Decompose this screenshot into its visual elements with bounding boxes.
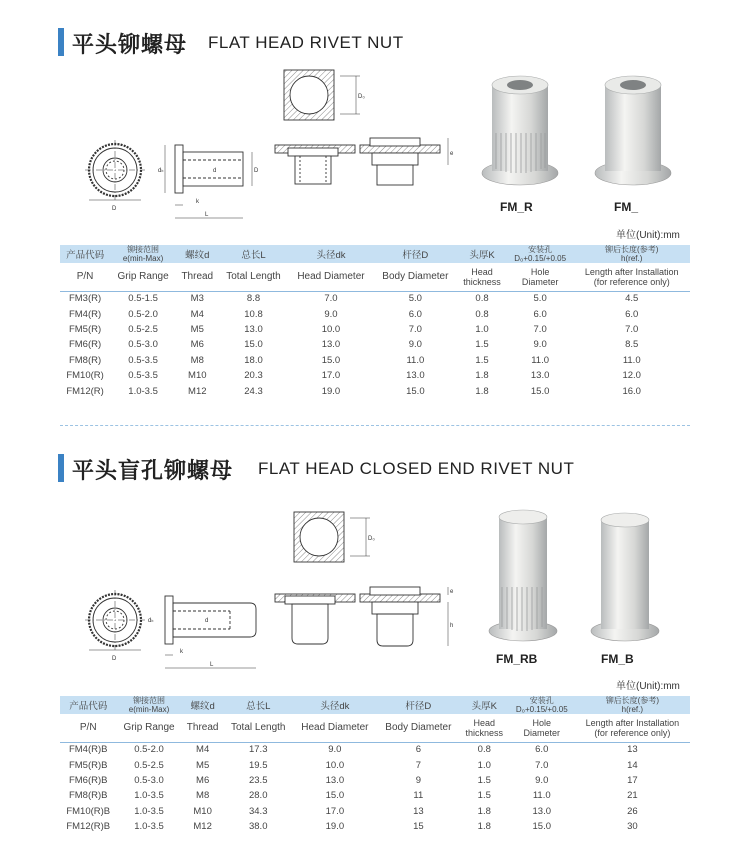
header-cell: Grip Range bbox=[116, 714, 181, 742]
header-cell: 总长L bbox=[224, 696, 293, 714]
table-cell: 9.0 bbox=[328, 744, 342, 756]
header-cell: 安装孔 D₀+0.15/+0.05 bbox=[509, 696, 575, 714]
table-cell: 1.8 bbox=[475, 370, 489, 382]
table-row bbox=[60, 368, 690, 383]
table-cell: FM5(R)B bbox=[68, 759, 108, 771]
table-cell: 1.0-3.5 bbox=[134, 805, 164, 817]
table-cell: 17.3 bbox=[248, 744, 268, 756]
table-row bbox=[60, 757, 690, 772]
table-row bbox=[60, 773, 690, 788]
table-row bbox=[60, 353, 690, 368]
header-cell: Length after Installation (for reference only) bbox=[575, 714, 690, 742]
svg-text:k: k bbox=[180, 649, 183, 655]
table-cell: 1.0-3.5 bbox=[134, 790, 164, 802]
table-cell: 19.0 bbox=[321, 385, 341, 397]
table-cell: 13 bbox=[413, 805, 424, 817]
table-cell: M4 bbox=[196, 744, 210, 756]
table-cell: M6 bbox=[196, 774, 210, 786]
spec-table bbox=[60, 245, 690, 399]
section-title-cn: 平头铆螺母 bbox=[72, 33, 188, 58]
table-cell: 7.0 bbox=[533, 323, 547, 335]
table-cell: 13.0 bbox=[532, 805, 551, 817]
side-view bbox=[148, 596, 256, 668]
photo-label-fm-r: FM_R bbox=[500, 200, 533, 214]
spec-table bbox=[60, 696, 690, 834]
header-cell: Thread bbox=[176, 263, 219, 291]
table-cell: 13.0 bbox=[244, 323, 263, 335]
svg-text:e: e bbox=[450, 589, 454, 595]
table-cell: 7.0 bbox=[408, 323, 422, 335]
photo-label-fm: FM_ bbox=[614, 200, 638, 214]
table-row bbox=[60, 788, 690, 803]
table-cell: 6.0 bbox=[533, 308, 547, 320]
table-cell: 17.0 bbox=[321, 370, 341, 382]
table-cell: 10.8 bbox=[244, 308, 263, 320]
table-cell: 0.5-3.5 bbox=[128, 370, 158, 382]
table-cell: 0.5-2.0 bbox=[134, 744, 164, 756]
table-cell: 11.0 bbox=[532, 790, 551, 802]
table-cell: 34.3 bbox=[248, 805, 268, 817]
table-cell: 1.8 bbox=[477, 805, 491, 817]
table-cell: 4.5 bbox=[625, 293, 639, 305]
table-cell: 15.0 bbox=[325, 790, 345, 802]
table-cell: 13.0 bbox=[321, 339, 341, 351]
table-cell: 7.0 bbox=[324, 293, 338, 305]
table-row bbox=[60, 383, 690, 398]
table-cell: 18.0 bbox=[244, 354, 263, 366]
header-cell: 头径dk bbox=[293, 696, 377, 714]
table-cell: FM3(R) bbox=[68, 293, 102, 305]
table-cell: 23.5 bbox=[248, 774, 268, 786]
table-cell: M10 bbox=[193, 805, 212, 817]
table-cell: M5 bbox=[190, 323, 204, 335]
table-cell: 19.5 bbox=[248, 759, 268, 771]
table-cell: 0.5-3.0 bbox=[134, 774, 164, 786]
mounting-hole-detail bbox=[294, 512, 375, 562]
header-cell: Length after Installation (for reference only) bbox=[573, 263, 690, 291]
table-cell: 20.3 bbox=[244, 370, 263, 382]
table-row bbox=[60, 337, 690, 352]
table-cell: 10.0 bbox=[325, 759, 345, 771]
table-cell: FM6(R) bbox=[68, 339, 102, 351]
table-cell: 30 bbox=[627, 821, 638, 833]
header-cell: Total Length bbox=[224, 714, 293, 742]
table-cell: FM5(R) bbox=[68, 323, 102, 335]
header-cell: P/N bbox=[60, 714, 116, 742]
table-cell: 9.0 bbox=[408, 339, 422, 351]
table-row bbox=[60, 819, 690, 834]
table-cell: 0.5-2.5 bbox=[128, 323, 158, 335]
table-header-en bbox=[60, 714, 690, 742]
table-cell: 24.3 bbox=[244, 385, 263, 397]
header-cell: 头厚K bbox=[457, 245, 507, 263]
table-cell: FM10(R) bbox=[66, 370, 104, 382]
table-cell: 11.0 bbox=[531, 354, 550, 366]
table-cell: 7.0 bbox=[535, 759, 549, 771]
header-cell: 头径dk bbox=[288, 245, 373, 263]
header-cell: 铆接范围 e(min-Max) bbox=[110, 245, 176, 263]
fm-product-photo bbox=[583, 65, 683, 190]
table-cell: 0.5-3.0 bbox=[128, 339, 158, 351]
svg-text:L: L bbox=[210, 662, 214, 668]
table-cell: 0.5-2.5 bbox=[134, 759, 164, 771]
header-cell: 安装孔 D₀+0.15/+0.05 bbox=[507, 245, 574, 263]
header-cell: Head Diameter bbox=[293, 714, 377, 742]
table-cell: FM8(R) bbox=[68, 354, 102, 366]
table-cell: 9 bbox=[415, 774, 421, 786]
table-header-en bbox=[60, 263, 690, 291]
header-cell: P/N bbox=[60, 263, 110, 291]
table-cell: 15.0 bbox=[321, 354, 341, 366]
table-cell: 15 bbox=[413, 821, 424, 833]
table-cell: M8 bbox=[196, 790, 210, 802]
header-cell: Head thickness bbox=[460, 714, 509, 742]
svg-text:D: D bbox=[254, 168, 259, 174]
header-cell: 铆后长度(参考) h(ref.) bbox=[573, 245, 690, 263]
table-body bbox=[60, 291, 690, 399]
installed-view-after bbox=[360, 138, 454, 185]
mounting-hole-detail bbox=[284, 70, 365, 120]
table-row bbox=[60, 804, 690, 819]
table-cell: 6.0 bbox=[625, 308, 639, 320]
table-cell: 1.8 bbox=[475, 385, 489, 397]
section-divider bbox=[60, 425, 690, 426]
table-cell: 1.5 bbox=[477, 774, 491, 786]
title-accent-bar bbox=[58, 454, 64, 482]
section-title-cn: 平头盲孔铆螺母 bbox=[72, 459, 234, 484]
table-cell: 17.0 bbox=[325, 805, 345, 817]
table-cell: FM4(R) bbox=[68, 308, 102, 320]
svg-text:k: k bbox=[196, 199, 199, 205]
table-cell: 1.5 bbox=[477, 790, 491, 802]
table-cell: 1.8 bbox=[477, 821, 491, 833]
table-cell: 15.0 bbox=[406, 385, 425, 397]
header-cell: 螺纹d bbox=[182, 696, 224, 714]
table-cell: 16.0 bbox=[622, 385, 641, 397]
svg-text:D₀: D₀ bbox=[358, 94, 365, 100]
header-cell: 杆径D bbox=[377, 696, 460, 714]
table-cell: 11 bbox=[413, 790, 424, 802]
table-cell: 0.8 bbox=[477, 744, 491, 756]
fm-r-product-photo bbox=[470, 65, 570, 190]
photo-label-fm-rb: FM_RB bbox=[496, 652, 538, 666]
svg-text:D: D bbox=[112, 656, 117, 662]
table-cell: 0.5-1.5 bbox=[128, 293, 158, 305]
table-cell: 6.0 bbox=[535, 744, 549, 756]
table-cell: 15.0 bbox=[532, 821, 551, 833]
table-cell: 11.0 bbox=[622, 354, 641, 366]
svg-text:d: d bbox=[205, 618, 209, 624]
table-cell: 9.0 bbox=[324, 308, 338, 320]
header-cell: 产品代码 bbox=[60, 245, 110, 263]
svg-text:L: L bbox=[205, 212, 209, 218]
table-cell: FM10(R)B bbox=[66, 805, 111, 817]
table-cell: 17 bbox=[627, 774, 638, 786]
header-cell: Body Diameter bbox=[374, 263, 458, 291]
front-view bbox=[85, 140, 145, 212]
front-view bbox=[85, 590, 145, 662]
table-cell: M3 bbox=[190, 293, 204, 305]
photo-label-fm-b: FM_B bbox=[601, 652, 634, 666]
installed-view-before bbox=[275, 594, 355, 644]
table-cell: M6 bbox=[190, 339, 204, 351]
table-cell: 5.0 bbox=[533, 293, 547, 305]
table-cell: 1.0 bbox=[475, 323, 489, 335]
table-cell: 26 bbox=[627, 805, 638, 817]
table-row bbox=[60, 742, 690, 757]
table-cell: 9.0 bbox=[533, 339, 547, 351]
table-header-cn bbox=[60, 696, 690, 714]
flat-head-rivet-nut-section bbox=[0, 0, 750, 420]
section-title-en: FLAT HEAD CLOSED END RIVET NUT bbox=[258, 459, 575, 478]
header-cell: 铆后长度(参考) h(ref.) bbox=[575, 696, 690, 714]
header-cell: Thread bbox=[182, 714, 224, 742]
header-cell: 总长L bbox=[219, 245, 289, 263]
table-cell: 7 bbox=[415, 759, 421, 771]
table-cell: 6.0 bbox=[408, 308, 422, 320]
table-cell: 0.8 bbox=[475, 293, 489, 305]
header-cell: 产品代码 bbox=[60, 696, 116, 714]
table-cell: 1.5 bbox=[475, 354, 489, 366]
table-cell: FM12(R) bbox=[66, 385, 104, 397]
table-cell: 5.0 bbox=[408, 293, 422, 305]
table-cell: 15.0 bbox=[244, 339, 263, 351]
svg-text:D₀: D₀ bbox=[368, 536, 375, 542]
header-cell: Head Diameter bbox=[288, 263, 373, 291]
side-view bbox=[158, 145, 259, 218]
table-cell: 10.0 bbox=[321, 323, 341, 335]
svg-text:h: h bbox=[450, 623, 454, 629]
table-row bbox=[60, 306, 690, 321]
table-cell: 15.0 bbox=[530, 385, 550, 397]
table-cell: 12.0 bbox=[622, 370, 641, 382]
table-cell: 19.0 bbox=[325, 821, 345, 833]
table-cell: 8.5 bbox=[625, 339, 639, 351]
svg-text:e: e bbox=[450, 151, 454, 157]
table-cell: 1.5 bbox=[475, 339, 489, 351]
table-cell: M8 bbox=[190, 354, 204, 366]
table-cell: 8.8 bbox=[246, 293, 261, 305]
table-cell: 6 bbox=[415, 744, 421, 756]
header-cell: Total Length bbox=[219, 263, 289, 291]
fm-rb-product-photo bbox=[483, 505, 563, 645]
header-cell: Hole Diameter bbox=[507, 263, 574, 291]
header-cell: Hole Diameter bbox=[509, 714, 575, 742]
table-cell: 1.0-3.5 bbox=[128, 385, 158, 397]
closed-end-rivet-nut-technical-drawing bbox=[70, 510, 460, 670]
table-cell: M10 bbox=[188, 370, 207, 382]
header-cell: 螺纹d bbox=[176, 245, 219, 263]
table-cell: M12 bbox=[193, 821, 212, 833]
table-cell: M5 bbox=[196, 759, 210, 771]
table-row bbox=[60, 322, 690, 337]
svg-text:dₖ: dₖ bbox=[158, 168, 164, 174]
table-cell: 11.0 bbox=[406, 354, 425, 366]
table-header-cn bbox=[60, 245, 690, 263]
section-title-en: FLAT HEAD RIVET NUT bbox=[208, 33, 404, 52]
closed-end-rivet-nut-section bbox=[0, 430, 750, 860]
table-cell: 1.0-3.5 bbox=[134, 821, 164, 833]
unit-note: 单位(Unit):mm bbox=[616, 230, 680, 241]
installed-view-after bbox=[360, 587, 454, 646]
installed-view-before bbox=[275, 145, 355, 184]
header-cell: Grip Range bbox=[110, 263, 176, 291]
table-cell: M12 bbox=[188, 385, 207, 397]
table-body bbox=[60, 742, 690, 834]
table-cell: 13.0 bbox=[406, 370, 425, 382]
fm-b-product-photo bbox=[585, 510, 665, 645]
table-cell: 1.0 bbox=[477, 759, 491, 771]
unit-note: 单位(Unit):mm bbox=[616, 681, 680, 692]
table-cell: 0.8 bbox=[475, 308, 489, 320]
table-cell: FM12(R)B bbox=[66, 821, 111, 833]
svg-text:dₖ: dₖ bbox=[148, 618, 154, 624]
table-cell: FM8(R)B bbox=[68, 790, 108, 802]
svg-text:D: D bbox=[112, 206, 117, 212]
table-cell: FM4(R)B bbox=[68, 744, 108, 756]
table-row bbox=[60, 291, 690, 306]
table-cell: 38.0 bbox=[248, 821, 268, 833]
header-cell: 杆径D bbox=[374, 245, 458, 263]
table-cell: 0.5-2.0 bbox=[128, 308, 158, 320]
title-accent-bar bbox=[58, 28, 64, 56]
header-cell: Head thickness bbox=[457, 263, 507, 291]
table-cell: 28.0 bbox=[248, 790, 268, 802]
rivet-nut-technical-drawing bbox=[70, 60, 460, 230]
svg-text:d: d bbox=[213, 168, 217, 174]
table-cell: FM6(R)B bbox=[68, 774, 108, 786]
table-cell: 7.0 bbox=[625, 323, 639, 335]
table-cell: 21 bbox=[627, 790, 638, 802]
header-cell: 铆接范围 e(min-Max) bbox=[116, 696, 181, 714]
table-cell: 13.0 bbox=[530, 370, 550, 382]
table-cell: 13.0 bbox=[325, 774, 345, 786]
header-cell: 头厚K bbox=[460, 696, 509, 714]
table-cell: 0.5-3.5 bbox=[128, 354, 158, 366]
table-cell: 9.0 bbox=[535, 774, 549, 786]
table-cell: M4 bbox=[190, 308, 204, 320]
header-cell: Body Diameter bbox=[377, 714, 460, 742]
table-cell: 13 bbox=[627, 744, 638, 756]
table-cell: 14 bbox=[627, 759, 638, 771]
